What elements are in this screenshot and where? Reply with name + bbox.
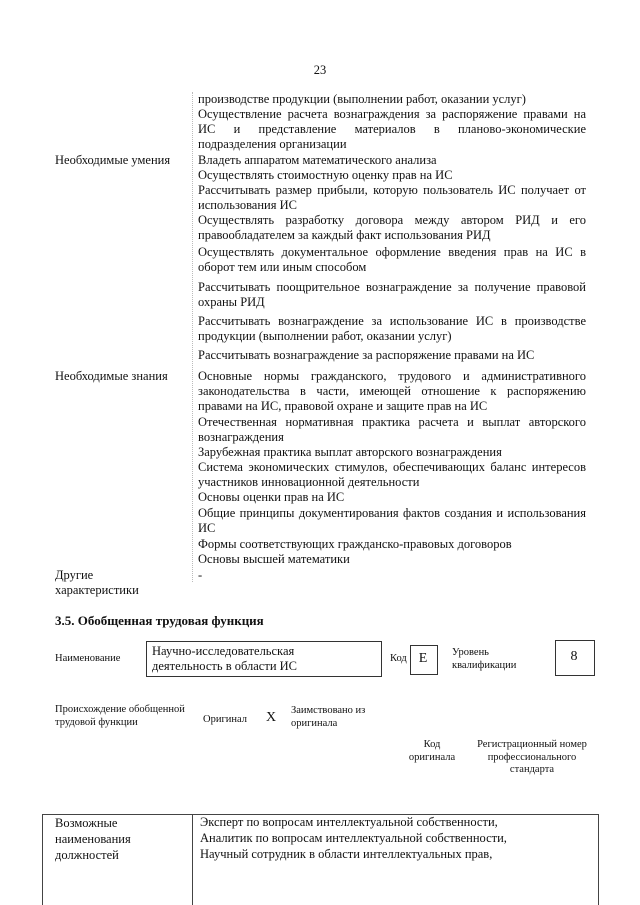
level-label: Уровень квалификации [452,647,517,671]
knowledge-item: Зарубежная практика выплат авторского вознаграждения [198,445,502,459]
name-value: Научно-исследовательская деятельность в области ИС [152,644,297,673]
skill-item: Рассчитывать поощрительное вознаграждение за получение правовой охраны РИД [198,280,586,309]
knowledge-item: Основы высшей математики [198,552,350,566]
knowledge-label: Необходимые знания [55,369,168,383]
code-label: Код [390,653,407,664]
skill-item: Рассчитывать размер прибыли, которую пользователь ИС получает от использования ИС [198,183,586,212]
page-number: 23 [313,63,327,77]
positions-table-right-border [598,814,599,905]
other-characteristics-label: Другие характеристики [55,568,139,597]
name-label: Наименование [55,653,121,664]
other-characteristics-value: - [198,568,203,582]
position-item: Аналитик по вопросам интеллектуальной собственности, [200,831,507,845]
section-heading: 3.5. Обобщенная трудовая функция [55,613,264,628]
skill-item: Осуществлять документальное оформление введения прав на ИС в оборот тем или иным способом [198,245,586,274]
original-label: Оригинал [203,714,247,725]
skills-label: Необходимые умения [55,153,171,167]
level-value: 8 [570,649,578,664]
code-original-label: Код оригинала [408,739,456,763]
knowledge-item: Основные нормы гражданского, трудового и административного законодательства в части, имеющей отношение к распоряжению правами на ИС, правовой охране и защите прав на ИС [198,369,586,413]
positions-table-left-border [42,814,43,905]
skill-item: Рассчитывать вознаграждение за использование ИС в производстве продукции (выполнении работ, оказании услуг) [198,314,586,343]
borrowed-label: Заимствовано из оригинала [291,705,366,729]
knowledge-item: Общие принципы документирования фактов создания и использования ИС [198,506,586,535]
origin-label: Происхождение обобщенной трудовой функции [55,704,185,728]
continuation-item-1: производстве продукции (выполнении работ, оказании услуг) [198,92,526,106]
skill-item: Владеть аппаратом математического анализа [198,153,437,167]
knowledge-item: Основы оценки прав на ИС [198,490,345,504]
knowledge-item: Система экономических стимулов, обеспечивающих баланс интересов участников инновационной деятельности [198,460,586,489]
knowledge-item: Отечественная нормативная практика расчета и выплат авторского вознаграждения [198,415,586,444]
knowledge-item: Формы соответствующих гражданско-правовых договоров [198,537,512,551]
positions-table-divider [192,814,193,905]
code-value: E [418,651,428,666]
skill-item: Осуществлять разработку договора между автором РИД и его правообладателем за каждый факт использования РИД [198,213,586,242]
reg-number-label: Регистрационный номер профессионального стандарта [477,739,587,775]
skill-item: Рассчитывать вознаграждение за распоряжение правами на ИС [198,348,535,362]
original-mark: X [266,710,277,725]
positions-label: Возможные наименования должностей [55,816,131,862]
continuation-item-2: Осуществление расчета вознаграждения за распоряжение правами на ИС и представление материалов в планово-экономические подразделения организации [198,107,586,151]
position-item: Эксперт по вопросам интеллектуальной собственности, [200,815,498,829]
skill-item: Осуществлять стоимостную оценку прав на ИС [198,168,453,182]
position-item: Научный сотрудник в области интеллектуальных прав, [200,847,493,861]
